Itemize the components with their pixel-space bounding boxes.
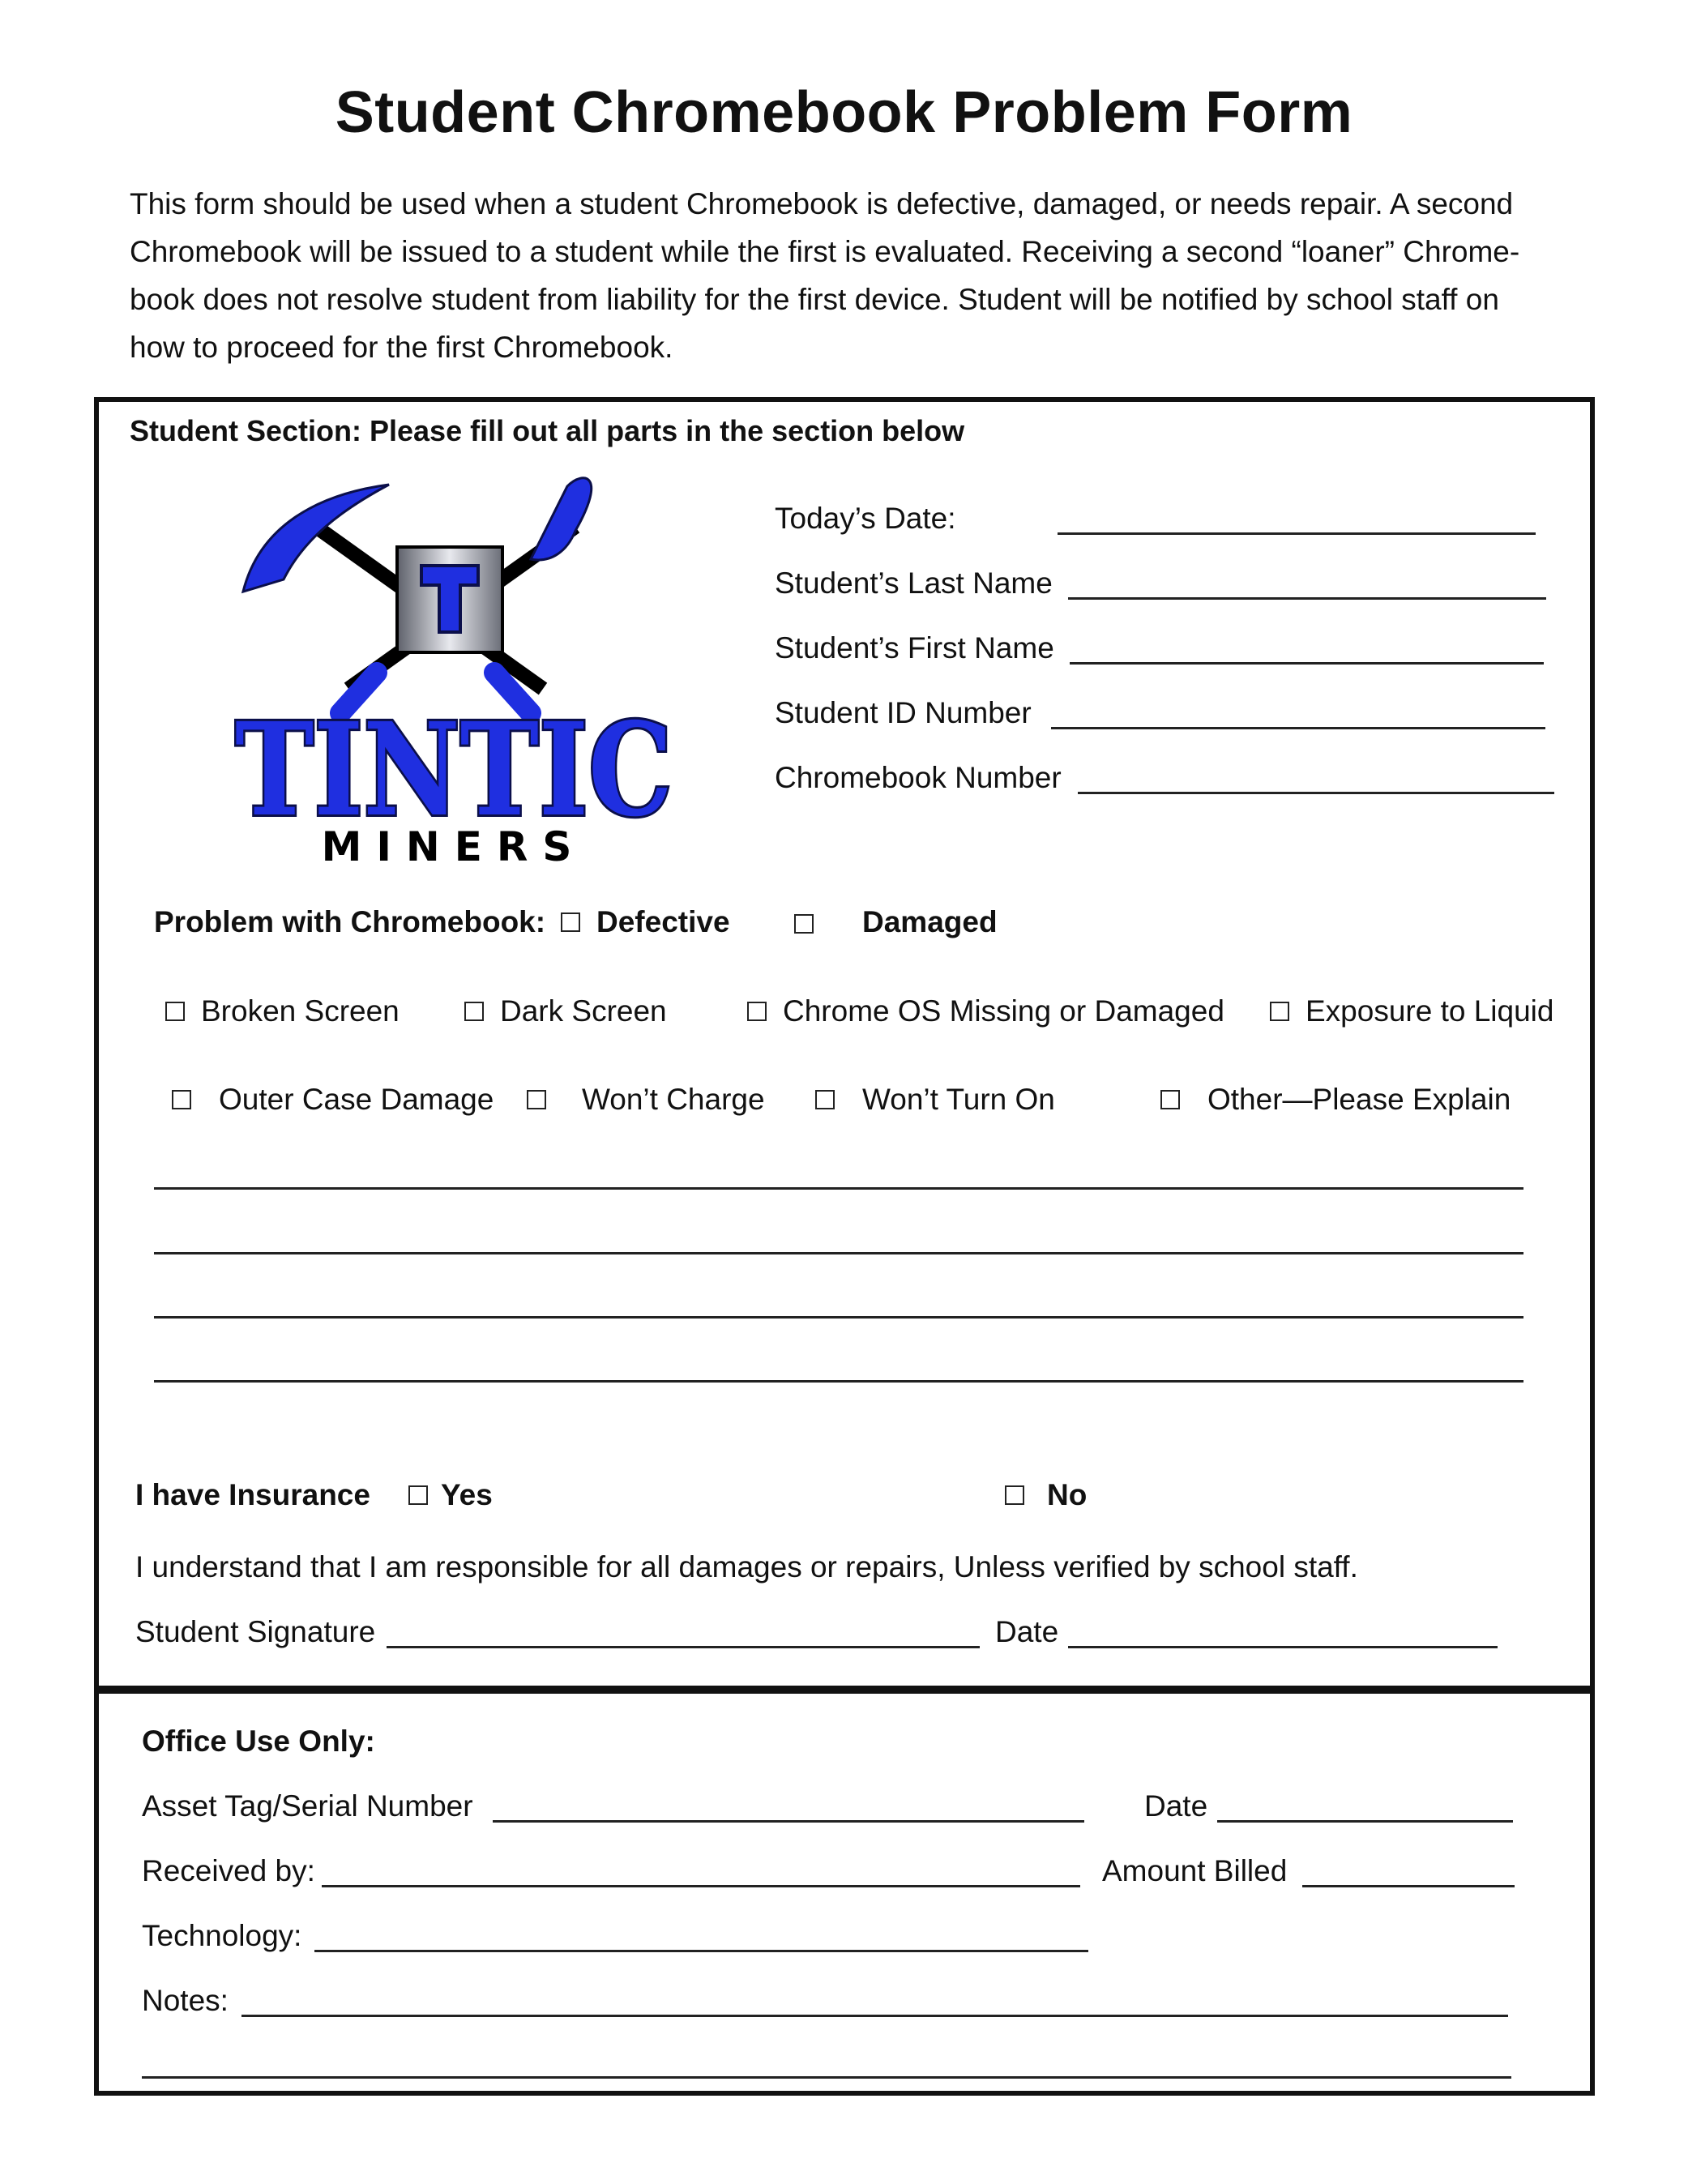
signature-field[interactable] [387,1646,980,1648]
student-id-field[interactable] [1051,727,1545,729]
student-id-label: Student ID Number [775,696,1032,729]
exposure-liquid-checkbox[interactable] [1270,1002,1289,1021]
explain-line-3[interactable] [154,1316,1523,1319]
amount-billed-label: Amount Billed [1102,1854,1288,1887]
received-by-field[interactable] [322,1885,1080,1887]
page-title: Student Chromebook Problem Form [335,80,1353,145]
chrome-os-option[interactable]: Chrome OS Missing or Damaged [747,994,1224,1029]
intro-paragraph: This form should be used when a student Chromebook is defective, damaged, or needs repair. A second Chromebook will be issued to a student while the first is evaluated. Receiving a second “loaner” Chrome-book does not resolve student from liability for the first device. Student will be notified by school staff on how to proceed for the first Chromebook. [130,187,1520,364]
exposure-liquid-option[interactable]: Exposure to Liquid [1270,994,1553,1029]
office-date-label: Date [1144,1789,1208,1823]
last-name-label: Student’s Last Name [775,566,1053,600]
first-name-label: Student’s First Name [775,631,1054,665]
office-heading: Office Use Only: [142,1725,375,1758]
other-option[interactable]: Other—Please Explain [1160,1082,1511,1118]
wont-charge-option[interactable]: Won’t Charge [527,1082,765,1118]
damaged-option[interactable]: Damaged [794,904,998,940]
broken-screen-checkbox[interactable] [165,1002,185,1021]
logo-name-text: TINTIC [235,695,673,845]
defective-option[interactable]: Defective [561,904,730,940]
todays-date-field[interactable] [1058,532,1536,535]
explain-line-4[interactable] [154,1380,1523,1383]
office-date-field[interactable] [1217,1820,1513,1823]
asset-tag-label: Asset Tag/Serial Number [142,1789,473,1823]
insurance-yes-option[interactable]: Yes [408,1477,493,1513]
notes-label: Notes: [142,1984,229,2017]
pickaxe-shovel-icon [227,470,681,867]
explain-line-1[interactable] [154,1187,1523,1190]
logo-sub-text: MINERS [321,823,587,867]
technology-label: Technology: [142,1919,302,1952]
other-checkbox[interactable] [1160,1090,1180,1109]
todays-date-label: Today’s Date: [775,502,956,535]
student-section-heading: Student Section: Please fill out all parts in the section below [130,414,965,447]
tintic-miners-logo [227,470,681,867]
insurance-label: I have Insurance [135,1478,370,1511]
first-name-field[interactable] [1070,662,1544,665]
outer-case-option[interactable]: Outer Case Damage [172,1082,494,1118]
asset-tag-field[interactable] [493,1820,1084,1823]
signature-label: Student Signature [135,1615,376,1648]
chromebook-number-field[interactable] [1078,792,1554,794]
last-name-field[interactable] [1068,597,1546,600]
chromebook-number-label: Chromebook Number [775,761,1062,794]
technology-field[interactable] [314,1950,1088,1952]
wont-charge-checkbox[interactable] [527,1090,546,1109]
insurance-no-option[interactable]: No [1005,1477,1087,1513]
explain-line-2[interactable] [154,1252,1523,1254]
problem-label: Problem with Chromebook: [154,905,546,938]
student-date-field[interactable] [1068,1646,1498,1648]
received-by-label: Received by: [142,1854,315,1887]
wont-turn-on-checkbox[interactable] [815,1090,835,1109]
student-date-label: Date [995,1615,1059,1648]
dark-screen-checkbox[interactable] [464,1002,484,1021]
insurance-no-checkbox[interactable] [1005,1485,1024,1505]
defective-checkbox[interactable] [561,912,580,932]
agreement-text: I understand that I am responsible for all damages or repairs, Unless verified by school staff. [135,1550,1358,1584]
broken-screen-option[interactable]: Broken Screen [165,994,400,1029]
chrome-os-checkbox[interactable] [747,1002,767,1021]
dark-screen-option[interactable]: Dark Screen [464,994,667,1029]
amount-billed-field[interactable] [1302,1885,1515,1887]
damaged-checkbox[interactable] [794,914,814,934]
wont-turn-on-option[interactable]: Won’t Turn On [815,1082,1055,1118]
notes-field[interactable] [241,2015,1508,2017]
outer-case-checkbox[interactable] [172,1090,191,1109]
notes-line-2[interactable] [142,2076,1511,2079]
insurance-yes-checkbox[interactable] [408,1485,428,1505]
